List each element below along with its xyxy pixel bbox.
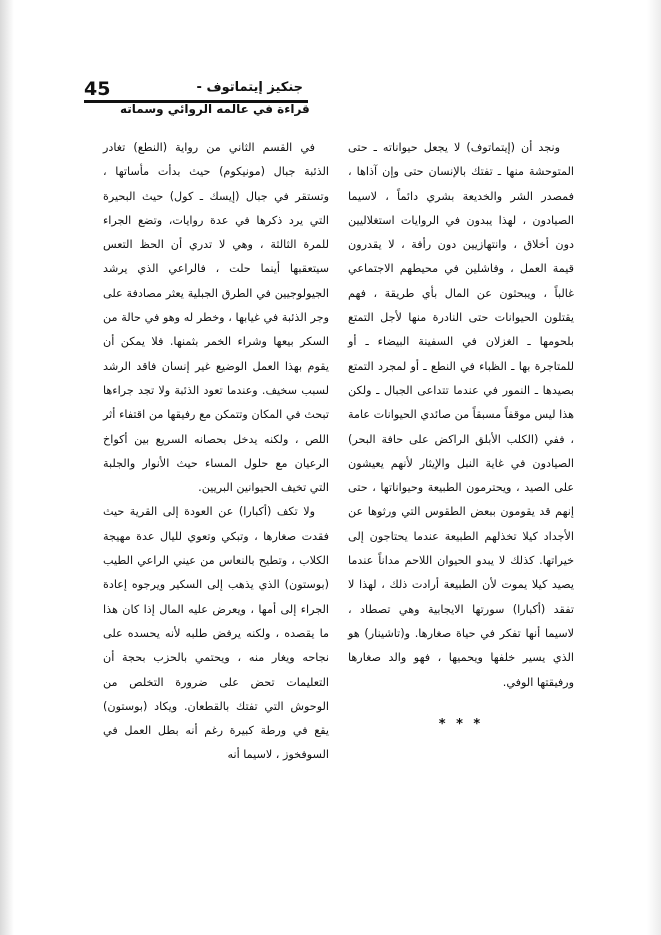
page-number: 45 bbox=[84, 78, 111, 100]
paragraph: ولا تكف (أكبارا) عن العودة إلى القرية حيث فقدت صغارها ، وتبكي وتعوي لليال عدة مهيجة الكلاب ، وتطيح بالنعاس من عيني الراعي الطيب (بوستون) الذي يذهب إلى السكير ويرجوه إعادة الجراء إلى أمها ، ويعرض عليه المال إذا كان هذا ما يقصده ، ولكنه يرفض طلبه لأنه يحسده على نجاحه ويغار منه ، ويحتمي بالحزب بحجة أن التعليمات تحض على ضرورة التخلص من الوحوش التي تفتك بالقطعان. ويكاد (بوستون) يقع في ورطة كبيرة رغم أنه بطل العمل في السوفخوز ، لاسيما أنه bbox=[103, 505, 329, 762]
paragraph: ونجد أن (إيتماتوف) لا يجعل حيواناته ـ حتى المتوحشة منها ـ تفتك بالإنسان حتى وإن آذاها ، فمصدر الشر والخديعة بشري دائماً ، لاسيما الصيادون ، لهذا يبدون في الروايات استغلاليين دون أخلاق ، وانتهازيين دون رأفة ، لا يقدرون قيمة العمل ، وفاشلين في محيطهم الاجتماعي غالباً ، ويبحثون عن المال بأي طريقة ، فهم يقتلون الحيوانات حتى النادرة منها لأجل التمتع بلحومها ـ الغزلان في السفينة البيضاء ـ أو للمتاجرة بها ـ الظباء في النطع ـ أو لمجرد التمتع بصيدها ـ النمور في عندما تتداعى الجبال ـ ولكن هذا ليس موقفاً مسبقاً من صائدي الحيوانات عامة ، ففي (الكلب الأبلق الراكض على حافة البحر) الصيادون في غاية النبل والإيثار لأنهم يعيشون على الصيد ، ويحترمون الطبيعة وحيواناتها ، حتى إنهم قد يقومون ببعض الطقوس التي ورثوها عن الأجداد كيلا تخذلهم الطبيعة عندما يحتاجون إلى خيراتها. كذلك لا يبدو الحيوان اللاحم مداناً عندما يصيد كيلا يموت لأن الطبيعة أرادت ذلك ، لهذا لا تفقد (أكبارا) سورتها الايجابية وهي تصطاد ، لاسيما أنها تفكر في حياة صغارها. و(تاشينار) هو الذي يسير خلفها ويحميها ، فهو والد صغارها ورفيقتها الوفي. bbox=[348, 141, 574, 689]
running-header-author: جنكيز إيتماتوف - bbox=[196, 80, 303, 95]
paragraph: في القسم الثاني من رواية (النطع) تغادر الذئبة جبال (مونيكوم) حيث بدأت مأساتها ، وتستقر في جبال (إيسك ـ كول) حيث البحيرة التي يرد ذكرها في عدة روايات، وتضع الجراء للمرة الثالثة ، وهي لا تدري أن الحظ التعس سيتعقبها أينما حلت ، فالراعي الذي يرشد الجيولوجيين في الطرق الجبلية يعثر مصادفة على وجر الذئبة في غيابها ، وخطر له وهو في حالة من السكر بيعها وشراء الخمر بثمنها. فلا يمكن أن يقوم بهذا العمل الوضيع غير إنسان فاقد الرشد لسبب سخيف. وعندما تعود الذئبة ولا تجد جراءها تبحث في المكان وتتمكن مع رفيقها من اقتفاء أثر اللص ، ولكنه يدخل بحصانه السريع بين أكواخ الرعيان مع حلول المساء حيث الأنوار والجلبة التي تخيف الحيوانين البريين. bbox=[103, 141, 329, 495]
page-shadow-left bbox=[0, 0, 14, 935]
running-header-title: قراءة في عالمه الروائي وسماته bbox=[120, 102, 310, 116]
text-column-left bbox=[103, 136, 329, 768]
text-column-right bbox=[348, 136, 574, 737]
section-separator: * * * bbox=[438, 716, 484, 732]
page-shadow-right bbox=[647, 0, 661, 935]
